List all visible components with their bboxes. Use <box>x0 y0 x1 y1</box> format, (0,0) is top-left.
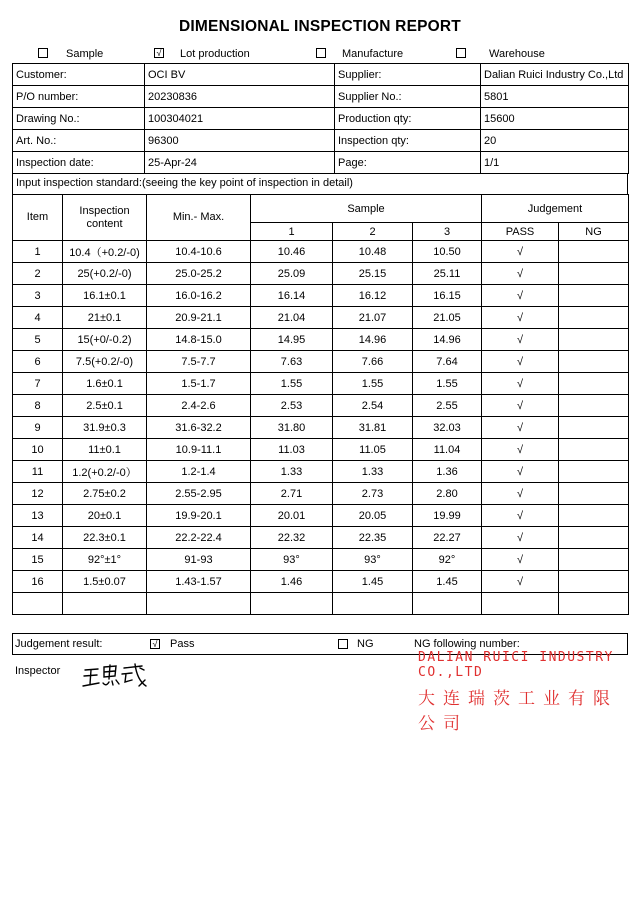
row-min-max: 2.4-2.6 <box>147 395 251 417</box>
row-min-max: 14.8-15.0 <box>147 329 251 351</box>
table-row <box>13 439 629 461</box>
row-item: 1 <box>13 241 63 263</box>
sample-3-header: 3 <box>413 223 482 241</box>
row-ng-mark <box>559 351 629 373</box>
row-sample-3: 16.15 <box>413 285 482 307</box>
row-inspection-content: 2.75±0.2 <box>63 483 147 505</box>
row-pass-mark: √ <box>482 417 559 439</box>
table-row <box>13 373 629 395</box>
table-row <box>13 593 629 615</box>
row-inspection-content: 22.3±0.1 <box>63 527 147 549</box>
row-ng-mark <box>559 395 629 417</box>
warehouse-label: Warehouse <box>489 48 545 60</box>
row-inspection-content: 1.2(+0.2/-0） <box>63 461 147 483</box>
row-min-max: 7.5-7.7 <box>147 351 251 373</box>
row-sample-2: 11.05 <box>333 439 413 461</box>
row-item: 12 <box>13 483 63 505</box>
inspection-content-header-line2: content <box>86 217 123 230</box>
row-ng-mark <box>559 263 629 285</box>
row-sample-2: 1.33 <box>333 461 413 483</box>
row-min-max: 1.43-1.57 <box>147 571 251 593</box>
row-sample-1: 7.63 <box>251 351 333 373</box>
row-ng-mark <box>559 285 629 307</box>
row-item: 15 <box>13 549 63 571</box>
row-sample-3: 2.55 <box>413 395 482 417</box>
drawing-label: Drawing No.: <box>13 108 145 130</box>
row-sample-1: 2.71 <box>251 483 333 505</box>
inspection-rows <box>13 241 629 615</box>
ng-header: NG <box>559 223 629 241</box>
row-sample-1: 1.46 <box>251 571 333 593</box>
row-sample-3: 25.11 <box>413 263 482 285</box>
row-pass-mark: √ <box>482 263 559 285</box>
inspection-content-header-line1: Inspection <box>79 204 130 217</box>
row-min-max: 10.4-10.6 <box>147 241 251 263</box>
lot-production-label: Lot production <box>180 48 250 60</box>
row-inspection-content: 7.5(+0.2/-0) <box>63 351 147 373</box>
row-sample-2: 22.35 <box>333 527 413 549</box>
item-header: Item <box>13 195 63 241</box>
row-ng-mark <box>559 571 629 593</box>
row-min-max: 1.5-1.7 <box>147 373 251 395</box>
row-item: 10 <box>13 439 63 461</box>
stamp-chinese-text: 大连瑞茨工业有限公司 <box>418 689 618 734</box>
supplier-no-label: Supplier No.: <box>335 86 481 108</box>
row-min-max: 20.9-21.1 <box>147 307 251 329</box>
sample-2-header: 2 <box>333 223 413 241</box>
row-sample-1: 20.01 <box>251 505 333 527</box>
table-row <box>13 417 629 439</box>
row-sample-2: 2.54 <box>333 395 413 417</box>
row-item: 9 <box>13 417 63 439</box>
row-sample-1: 14.95 <box>251 329 333 351</box>
production-qty-value: 15600 <box>481 108 629 130</box>
table-row <box>13 483 629 505</box>
row-sample-3: 14.96 <box>413 329 482 351</box>
row-sample-2: 1.55 <box>333 373 413 395</box>
row-sample-1: 31.80 <box>251 417 333 439</box>
row-pass-mark: √ <box>482 351 559 373</box>
table-row <box>13 461 629 483</box>
row-sample-2: 10.48 <box>333 241 413 263</box>
row-item <box>13 593 63 615</box>
row-ng-mark <box>559 241 629 263</box>
row-sample-3: 1.55 <box>413 373 482 395</box>
table-row <box>13 527 629 549</box>
warehouse-checkbox[interactable] <box>456 48 466 58</box>
row-inspection-content: 92°±1° <box>63 549 147 571</box>
page-value: 1/1 <box>481 152 629 174</box>
header-info-table <box>12 63 629 174</box>
row-ng-mark <box>559 439 629 461</box>
row-sample-1: 21.04 <box>251 307 333 329</box>
judgement-result-label: Judgement result: <box>15 638 103 650</box>
row-min-max: 1.2-1.4 <box>147 461 251 483</box>
row-sample-2: 16.12 <box>333 285 413 307</box>
row-ng-mark <box>559 417 629 439</box>
inspection-standard-text: Input inspection standard:(seeing the key point of inspection in detail) <box>12 173 628 194</box>
row-ng-mark <box>559 527 629 549</box>
inspection-content-header <box>63 195 147 241</box>
row-sample-3: 22.27 <box>413 527 482 549</box>
row-sample-2: 31.81 <box>333 417 413 439</box>
stamp-english-text: DALIAN RUICI INDUSTRY CO.,LTD <box>418 650 614 680</box>
row-inspection-content <box>63 593 147 615</box>
row-item: 11 <box>13 461 63 483</box>
row-min-max: 2.55-2.95 <box>147 483 251 505</box>
row-item: 8 <box>13 395 63 417</box>
row-sample-3: 32.03 <box>413 417 482 439</box>
row-pass-mark: √ <box>482 461 559 483</box>
row-min-max: 19.9-20.1 <box>147 505 251 527</box>
row-sample-2: 93° <box>333 549 413 571</box>
row-sample-3: 1.45 <box>413 571 482 593</box>
row-inspection-content: 1.6±0.1 <box>63 373 147 395</box>
inspection-qty-label: Inspection qty: <box>335 130 481 152</box>
row-sample-3: 10.50 <box>413 241 482 263</box>
ng-label: NG <box>357 638 374 650</box>
row-pass-mark: √ <box>482 329 559 351</box>
row-item: 6 <box>13 351 63 373</box>
row-sample-1: 1.55 <box>251 373 333 395</box>
row-sample-3: 21.05 <box>413 307 482 329</box>
row-pass-mark: √ <box>482 505 559 527</box>
row-sample-1: 10.46 <box>251 241 333 263</box>
row-min-max: 16.0-16.2 <box>147 285 251 307</box>
row-sample-3: 11.04 <box>413 439 482 461</box>
row-sample-3: 19.99 <box>413 505 482 527</box>
row-sample-1: 16.14 <box>251 285 333 307</box>
row-ng-mark <box>559 483 629 505</box>
row-item: 13 <box>13 505 63 527</box>
row-sample-2: 21.07 <box>333 307 413 329</box>
row-pass-mark: √ <box>482 285 559 307</box>
table-row <box>13 571 629 593</box>
row-sample-2: 7.66 <box>333 351 413 373</box>
inspector-label: Inspector <box>15 665 61 677</box>
row-pass-mark <box>482 593 559 615</box>
row-sample-2: 1.45 <box>333 571 413 593</box>
row-sample-2: 14.96 <box>333 329 413 351</box>
row-inspection-content: 2.5±0.1 <box>63 395 147 417</box>
table-row <box>13 351 629 373</box>
production-qty-label: Production qty: <box>335 108 481 130</box>
row-inspection-content: 21±0.1 <box>63 307 147 329</box>
row-pass-mark: √ <box>482 571 559 593</box>
row-pass-mark: √ <box>482 307 559 329</box>
pass-header: PASS <box>482 223 559 241</box>
row-min-max: 25.0-25.2 <box>147 263 251 285</box>
supplier-value: Dalian Ruici Industry Co.,Ltd <box>481 64 629 86</box>
row-sample-1: 1.33 <box>251 461 333 483</box>
table-row <box>13 329 629 351</box>
row-min-max: 31.6-32.2 <box>147 417 251 439</box>
row-pass-mark: √ <box>482 241 559 263</box>
row-sample-2: 25.15 <box>333 263 413 285</box>
inspection-table <box>12 194 629 615</box>
row-pass-mark: √ <box>482 527 559 549</box>
ng-checkbox[interactable] <box>338 639 348 649</box>
judgement-header: Judgement <box>482 195 629 223</box>
table-row <box>13 395 629 417</box>
table-row <box>13 307 629 329</box>
row-ng-mark <box>559 505 629 527</box>
row-pass-mark: √ <box>482 483 559 505</box>
row-inspection-content: 1.5±0.07 <box>63 571 147 593</box>
table-row <box>13 285 629 307</box>
customer-label: Customer: <box>13 64 145 86</box>
row-sample-3: 2.80 <box>413 483 482 505</box>
company-stamp <box>418 650 640 734</box>
sample-label: Sample <box>66 48 104 60</box>
row-sample-1: 25.09 <box>251 263 333 285</box>
row-min-max: 22.2-22.4 <box>147 527 251 549</box>
row-sample-3 <box>413 593 482 615</box>
lot-production-checkbox[interactable]: √ <box>154 48 164 58</box>
pass-label: Pass <box>170 638 195 650</box>
row-ng-mark <box>559 593 629 615</box>
table-row <box>13 505 629 527</box>
row-sample-2 <box>333 593 413 615</box>
row-pass-mark: √ <box>482 373 559 395</box>
ng-following-number-label: NG following number: <box>414 638 520 650</box>
row-item: 16 <box>13 571 63 593</box>
row-item: 7 <box>13 373 63 395</box>
row-item: 4 <box>13 307 63 329</box>
inspection-date-value: 25-Apr-24 <box>145 152 335 174</box>
row-ng-mark <box>559 307 629 329</box>
row-sample-2: 20.05 <box>333 505 413 527</box>
inspection-date-label: Inspection date: <box>13 152 145 174</box>
table-row <box>13 241 629 263</box>
row-min-max: 91-93 <box>147 549 251 571</box>
row-ng-mark <box>559 329 629 351</box>
row-sample-1: 93° <box>251 549 333 571</box>
row-inspection-content: 25(+0.2/-0) <box>63 263 147 285</box>
row-sample-3: 7.64 <box>413 351 482 373</box>
page-label: Page: <box>335 152 481 174</box>
table-row <box>13 263 629 285</box>
row-ng-mark <box>559 461 629 483</box>
row-min-max <box>147 593 251 615</box>
supplier-label: Supplier: <box>335 64 481 86</box>
inspection-qty-value: 20 <box>481 130 629 152</box>
po-value: 20230836 <box>145 86 335 108</box>
art-no-value: 96300 <box>145 130 335 152</box>
supplier-no-value: 5801 <box>481 86 629 108</box>
min-max-header: Min.- Max. <box>147 195 251 241</box>
row-pass-mark: √ <box>482 395 559 417</box>
row-sample-1: 11.03 <box>251 439 333 461</box>
row-inspection-content: 20±0.1 <box>63 505 147 527</box>
customer-value: OCI BV <box>145 64 335 86</box>
sample-1-header: 1 <box>251 223 333 241</box>
row-min-max: 10.9-11.1 <box>147 439 251 461</box>
row-inspection-content: 15(+0/-0.2) <box>63 329 147 351</box>
row-sample-3: 92° <box>413 549 482 571</box>
sample-checkbox[interactable] <box>38 48 48 58</box>
row-item: 14 <box>13 527 63 549</box>
row-inspection-content: 31.9±0.3 <box>63 417 147 439</box>
row-ng-mark <box>559 549 629 571</box>
row-item: 2 <box>13 263 63 285</box>
manufacture-label: Manufacture <box>342 48 404 60</box>
row-ng-mark <box>559 373 629 395</box>
inspector-signature <box>82 662 148 694</box>
row-sample-1: 2.53 <box>251 395 333 417</box>
po-label: P/O number: <box>13 86 145 108</box>
row-item: 3 <box>13 285 63 307</box>
row-sample-1 <box>251 593 333 615</box>
report-title: DIMENSIONAL INSPECTION REPORT <box>179 18 461 35</box>
drawing-value: 100304021 <box>145 108 335 130</box>
sample-header: Sample <box>251 195 482 223</box>
row-sample-1: 22.32 <box>251 527 333 549</box>
row-inspection-content: 11±0.1 <box>63 439 147 461</box>
row-sample-2: 2.73 <box>333 483 413 505</box>
art-no-label: Art. No.: <box>13 130 145 152</box>
row-sample-3: 1.36 <box>413 461 482 483</box>
table-row <box>13 549 629 571</box>
row-item: 5 <box>13 329 63 351</box>
row-pass-mark: √ <box>482 439 559 461</box>
row-pass-mark: √ <box>482 549 559 571</box>
manufacture-checkbox[interactable] <box>316 48 326 58</box>
pass-checkbox[interactable]: √ <box>150 639 160 649</box>
row-inspection-content: 10.4（+0.2/-0) <box>63 241 147 263</box>
row-inspection-content: 16.1±0.1 <box>63 285 147 307</box>
